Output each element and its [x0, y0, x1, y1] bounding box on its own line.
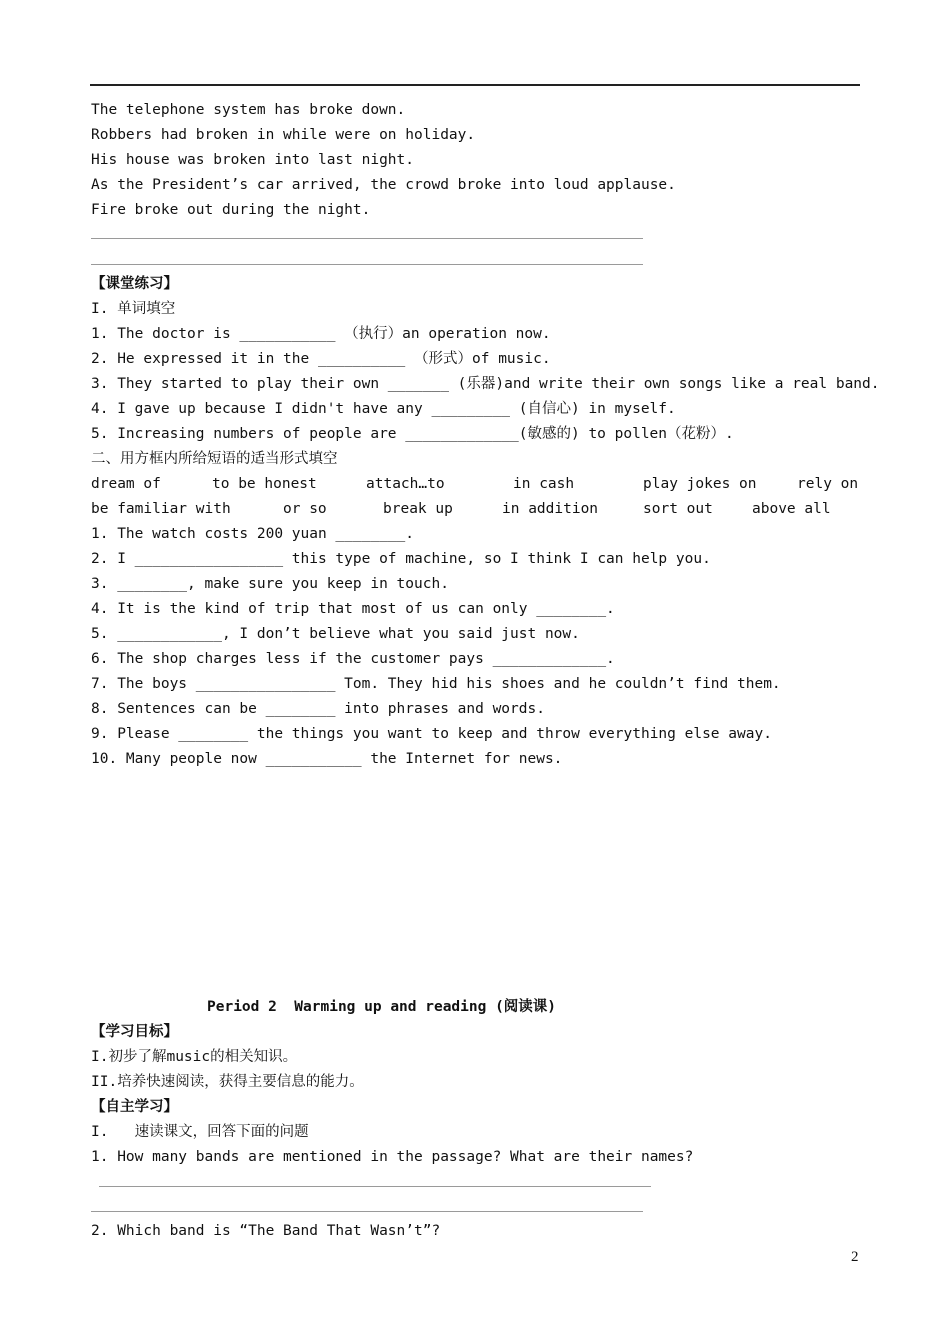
fill-in-item: 2. He expressed it in the __________ （形式）of music. [91, 351, 551, 367]
fill-in-item: 3. ________, make sure you keep in touch. [91, 576, 449, 592]
phrase: or so [283, 501, 327, 517]
part2-title: 二、用方框内所给短语的适当形式填空 [91, 451, 338, 467]
fill-in-item: 4. It is the kind of trip that most of us can only ________. [91, 601, 615, 617]
fill-in-item: 3. They started to play their own _______ (乐器)and write their own songs like a real band. [91, 376, 880, 392]
answer-line [91, 1211, 643, 1212]
part1-title: I. 单词填空 [91, 301, 176, 317]
period-title: Period 2 Warming up and reading (阅读课) [207, 999, 557, 1015]
answer-line [91, 264, 643, 265]
section-heading-self-study: 【自主学习】 [91, 1099, 178, 1115]
phrase: in cash [513, 476, 575, 492]
answer-line [99, 1186, 651, 1187]
example-sentence: As the President’s car arrived, the crowd broke into loud applause. [91, 177, 676, 193]
goal-item: I.初步了解music的相关知识。 [91, 1049, 298, 1065]
example-sentence: Fire broke out during the night. [91, 202, 371, 218]
question: 2. Which band is “The Band That Wasn’t”? [91, 1223, 441, 1239]
fill-in-item: 7. The boys ________________ Tom. They hid his shoes and he couldn’t find them. [91, 676, 781, 692]
example-sentence: The telephone system has broke down. [91, 102, 406, 118]
phrase: to be honest [212, 476, 317, 492]
phrase-row [91, 500, 861, 518]
fill-in-item: 10. Many people now ___________ the Internet for news. [91, 751, 563, 767]
fill-in-item: 9. Please ________ the things you want to keep and throw everything else away. [91, 726, 772, 742]
phrase: sort out [643, 501, 713, 517]
phrase: break up [383, 501, 453, 517]
phrase: be familiar with [91, 501, 231, 517]
header-rule [90, 84, 860, 86]
goal-item: II.培养快速阅读，获得主要信息的能力。 [91, 1074, 364, 1090]
fill-in-item: 4. I gave up because I didn't have any _________ (自信心) in myself. [91, 401, 676, 417]
phrase-row [91, 475, 861, 493]
fill-in-item: 6. The shop charges less if the customer pays _____________. [91, 651, 615, 667]
fill-in-item: 5. Increasing numbers of people are _____________(敏感的) to pollen（花粉）. [91, 426, 734, 442]
phrase: above all [752, 501, 831, 517]
question: 1. How many bands are mentioned in the passage? What are their names? [91, 1149, 694, 1165]
phrase: rely on [797, 476, 859, 492]
phrase: attach…to [366, 476, 445, 492]
phrase: play jokes on [643, 476, 757, 492]
fill-in-item: 1. The doctor is ___________ （执行）an operation now. [91, 326, 551, 342]
fill-in-item: 5. ____________, I don’t believe what you said just now. [91, 626, 580, 642]
example-sentence: Robbers had broken in while were on holiday. [91, 127, 476, 143]
fill-in-item: 2. I _________________ this type of machine, so I think I can help you. [91, 551, 711, 567]
phrase: in addition [502, 501, 599, 517]
fill-in-item: 8. Sentences can be ________ into phrases and words. [91, 701, 545, 717]
page-number: 2 [851, 1249, 859, 1265]
answer-line [91, 238, 643, 239]
section-heading-classroom: 【课堂练习】 [91, 276, 178, 292]
phrase: dream of [91, 476, 161, 492]
example-sentence: His house was broken into last night. [91, 152, 415, 168]
section-heading-goals: 【学习目标】 [91, 1024, 178, 1040]
fill-in-item: 1. The watch costs 200 yuan ________. [91, 526, 415, 542]
task-title: I. 速读课文，回答下面的问题 [91, 1124, 309, 1140]
